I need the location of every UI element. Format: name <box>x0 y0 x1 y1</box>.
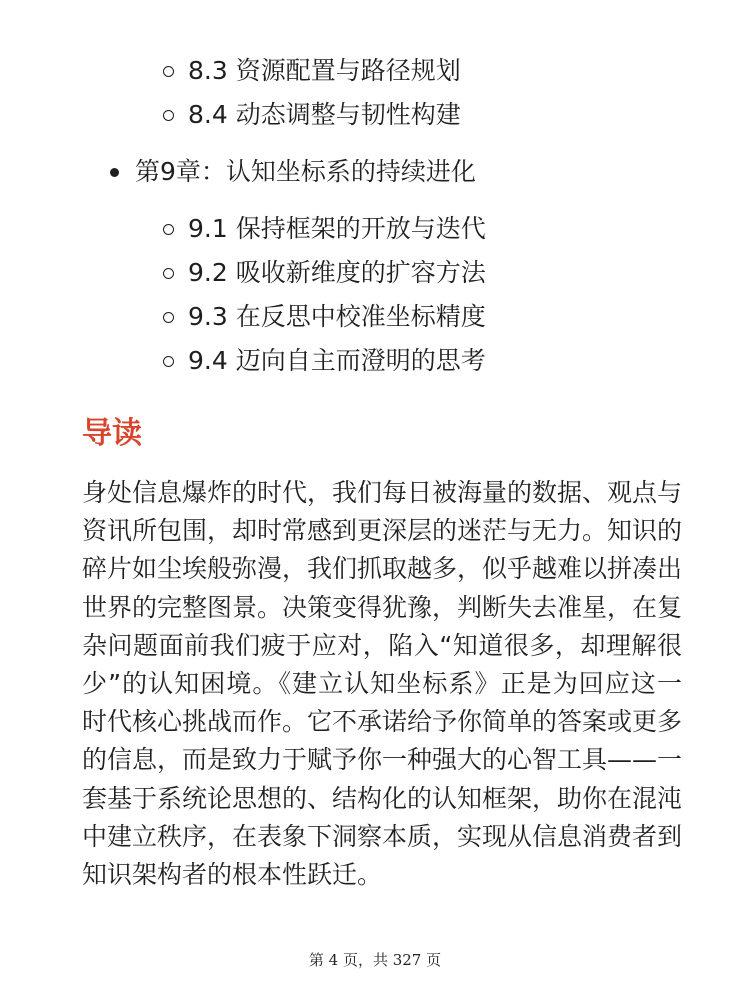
intro-heading: 导读 <box>82 416 142 451</box>
toc-item-label: 8.4 动态调整与韧性构建 <box>188 100 461 129</box>
disc-bullet-icon <box>110 168 119 177</box>
toc-item-9-1[interactable] <box>163 209 486 249</box>
toc-item-8-4[interactable] <box>163 95 461 135</box>
toc-item-8-3[interactable] <box>163 51 461 91</box>
toc-chapter-label: 第9章：认知坐标系的持续进化 <box>135 157 476 186</box>
intro-paragraph: 身处信息爆炸的时代，我们每日被海量的数据、观点与资讯所包围，却时常感到更深层的迷茫与无力。知识的碎片如尘埃般弥漫，我们抓取越多，似乎越难以拼凑出世界的完整图景。决策变得犹豫，判断失去准星，在复杂问题面前我们疲于应对，陷入“知道很多，却理解很少”的认知困境。《建立认知坐标系》正是为回应这一时代核心挑战而作。它不承诺给予你简单的答案或更多的信息，而是致力于赋予你一种强大的心智工具——一套基于系统论思想的、结构化的认知框架，助你在混沌中建立秩序，在表象下洞察本质，实现从信息消费者到知识架构者的根本性跃迁。 <box>82 478 683 890</box>
toc-item-9-3[interactable] <box>163 297 486 337</box>
circle-bullet-icon <box>163 66 174 77</box>
toc-item-label: 9.2 吸收新维度的扩容方法 <box>188 258 486 287</box>
circle-bullet-icon <box>163 110 174 121</box>
toc-item-9-4[interactable] <box>163 341 486 381</box>
circle-bullet-icon <box>163 312 174 323</box>
toc-chapter-9[interactable] <box>110 152 476 192</box>
toc-item-label: 9.4 迈向自主而澄明的思考 <box>188 346 486 375</box>
page-number-footer: 第 4 页，共 327 页 <box>308 951 442 969</box>
toc-item-label: 9.3 在反思中校准坐标精度 <box>188 302 486 331</box>
toc-item-label: 9.1 保持框架的开放与迭代 <box>188 214 486 243</box>
toc-item-9-2[interactable] <box>163 253 486 293</box>
toc-item-label: 8.3 资源配置与路径规划 <box>188 56 461 85</box>
circle-bullet-icon <box>163 224 174 235</box>
circle-bullet-icon <box>163 268 174 279</box>
circle-bullet-icon <box>163 356 174 367</box>
